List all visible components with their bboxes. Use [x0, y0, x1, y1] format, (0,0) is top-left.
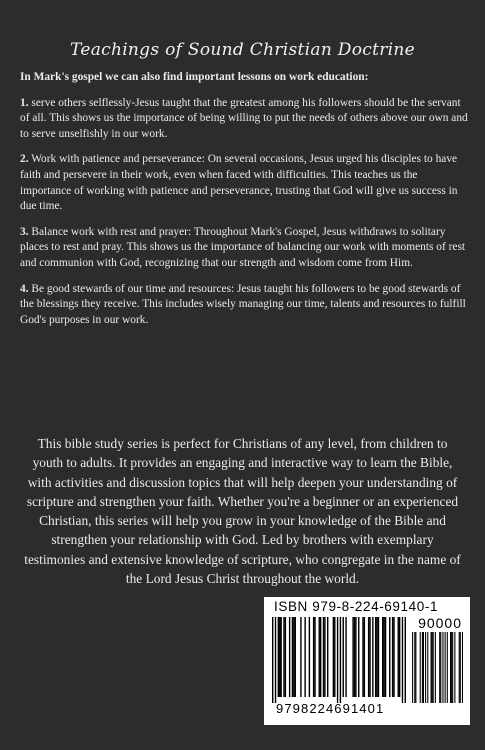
intro-text: In Mark's gospel we can also find important lessons on work education: — [20, 71, 369, 83]
barcode-bar — [324, 617, 325, 697]
barcode-bar — [323, 617, 324, 697]
barcode-bar — [431, 632, 432, 703]
barcode-bar — [375, 617, 376, 697]
barcode-bar — [283, 617, 284, 697]
barcode-bar — [362, 617, 363, 697]
barcode-bar — [354, 617, 355, 697]
barcode-bar — [393, 617, 394, 697]
barcode-bar — [278, 617, 279, 697]
barcode-bar — [280, 617, 281, 697]
barcode-bar — [414, 632, 415, 703]
barcode-bar — [272, 617, 273, 703]
barcode-bar — [345, 617, 346, 697]
barcode-bar — [450, 632, 451, 703]
barcode-bar — [333, 617, 334, 697]
addon-barcode-bars — [411, 632, 463, 703]
lesson-number: 1. — [20, 96, 29, 109]
barcode-bar — [382, 617, 383, 697]
barcode-bar — [319, 617, 320, 697]
ean-barcode-bars — [272, 617, 406, 703]
barcode-bar — [415, 632, 416, 703]
page-title: Teachings of Sound Christian Doctrine — [70, 40, 415, 60]
barcode-bar — [454, 632, 455, 703]
barcode-bar — [462, 632, 463, 703]
barcode-bar — [340, 617, 341, 703]
barcode-bar — [279, 617, 280, 697]
barcode-bar — [352, 617, 353, 697]
barcode-bar — [295, 617, 296, 697]
barcode-bar — [420, 632, 421, 703]
barcode-bar — [398, 617, 399, 697]
barcode-bar — [425, 632, 426, 703]
barcode-bar — [343, 617, 344, 697]
barcode-bar — [460, 632, 461, 703]
barcode-bar — [320, 617, 321, 697]
series-description: This bible study series is perfect for Christians of any level, from children to youth to adults. It provides an engaging and interactive way to learn the Bible, with activities and discussion topics that will help deepen your understanding of scripture and strengthen your faith. Whether you're a beginner or an experienced Christian, this series will help you grow in your knowledge of the Bible and strengthen your relationship with God. Led by brothers with exemplary testimonies and extensive knowledge of scripture, who congregate in the name of the Lord Jesus Christ throughout the world. — [24, 436, 461, 587]
barcode-bar — [459, 632, 460, 703]
barcode-bar — [376, 617, 377, 697]
barcode-bar — [389, 617, 390, 697]
lesson-number: 3. — [20, 225, 29, 238]
barcode-bar — [275, 617, 276, 703]
barcode-bar — [309, 617, 310, 697]
barcode-bar — [285, 617, 286, 697]
isbn-barcode — [264, 597, 470, 725]
lesson-point-4 — [20, 282, 468, 329]
barcode-bar — [440, 632, 441, 703]
lesson-point-1 — [20, 96, 468, 143]
barcode-bar — [334, 617, 335, 697]
barcode-bar — [422, 632, 423, 703]
barcode-bar — [314, 617, 315, 697]
price-code: 90000 — [418, 615, 462, 631]
ean-digits: 9798224691401 — [276, 701, 385, 716]
barcode-bar — [392, 617, 393, 697]
barcode-bar — [327, 617, 328, 697]
lesson-number: 2. — [20, 153, 29, 166]
barcode-bar — [402, 617, 403, 703]
barcode-bar — [383, 617, 384, 697]
lesson-text: Balance work with rest and prayer: Throughout Mark's Gospel, Jesus withdraws to solitary places to rest and pray. This shows us the importance of balancing our work with moments of rest and communion with God, recognizing that our strength and wisdom come from Him. — [20, 225, 466, 269]
lesson-text: Work with patience and perseverance: On several occasions, Jesus urged his disciples to have faith and persevere in their work, even when faced with difficulties. This teaches us the importance of working with patience and perseverance, trusting that God will give us success in due time. — [20, 153, 458, 213]
barcode-bar — [368, 617, 369, 697]
barcode-bar — [355, 617, 356, 697]
barcode-bar — [432, 632, 433, 703]
barcode-bar — [427, 632, 428, 703]
barcode-bar — [452, 632, 453, 703]
barcode-bar — [304, 617, 305, 697]
barcode-bar — [445, 632, 446, 703]
barcode-bar — [313, 617, 314, 697]
barcode-bar — [423, 632, 424, 703]
barcode-bar — [447, 632, 448, 703]
barcode-bar — [433, 632, 434, 703]
lesson-number: 4. — [20, 282, 29, 295]
barcode-bar — [435, 632, 436, 703]
barcode-bar — [451, 632, 452, 703]
barcode-bar — [442, 632, 443, 703]
doctrine-section — [20, 70, 468, 338]
barcode-bar — [405, 617, 406, 703]
barcode-bar — [300, 617, 301, 697]
barcode-bar — [293, 617, 294, 697]
barcode-bar — [372, 617, 373, 697]
barcode-bar — [369, 617, 370, 697]
lesson-text: Be good stewards of our time and resources: Jesus taught his followers to be good stewards of the blessings they receive. This includes wisely managing our time, talents and resources to fulfill God's purposes in our work. — [20, 282, 466, 326]
barcode-bar — [337, 617, 338, 703]
barcode-bar — [292, 617, 293, 697]
lesson-text: serve others selflessly-Jesus taught that the greatest among his followers should be the servant of all. This shows us the importance of being willing to put the needs of others above our own and to serve unselfishly in our work. — [20, 96, 468, 140]
barcode-bar — [439, 632, 440, 703]
barcode-bar — [289, 617, 290, 697]
barcode-bar — [399, 617, 400, 697]
barcode-bar — [378, 617, 379, 697]
lesson-point-3 — [20, 225, 468, 272]
barcode-bar — [358, 617, 359, 697]
lesson-point-2 — [20, 152, 468, 214]
barcode-bar — [412, 632, 413, 703]
barcode-bar — [385, 617, 386, 697]
barcode-bar — [364, 617, 365, 697]
isbn-label: ISBN 979-8-224-69140-1 — [274, 599, 439, 614]
